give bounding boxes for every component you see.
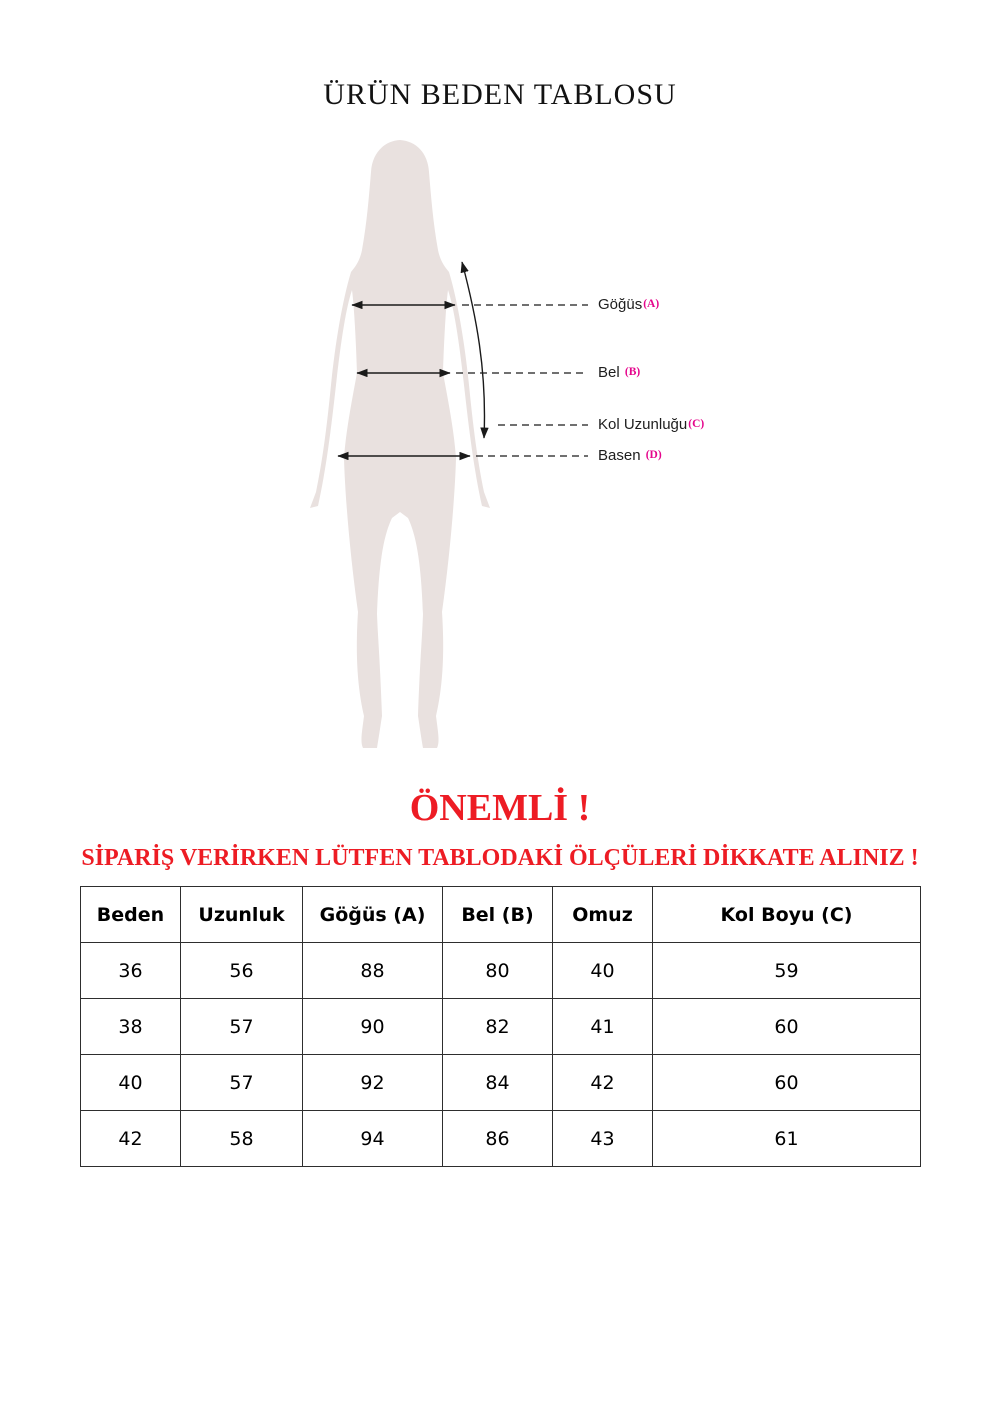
table-cell: 60 bbox=[653, 999, 921, 1055]
table-cell: 80 bbox=[443, 943, 553, 999]
table-cell: 58 bbox=[181, 1111, 303, 1167]
column-header-gogus: Göğüs (A) bbox=[303, 887, 443, 943]
measurement-name: Kol Uzunluğu bbox=[598, 416, 688, 433]
table-row bbox=[81, 1111, 921, 1167]
column-header-beden: Beden bbox=[81, 887, 181, 943]
table-cell: 94 bbox=[303, 1111, 443, 1167]
table-cell: 42 bbox=[81, 1111, 181, 1167]
measurement-label-waist bbox=[598, 364, 640, 381]
measurement-code: (A) bbox=[643, 298, 660, 310]
table-cell: 61 bbox=[653, 1111, 921, 1167]
table-cell: 88 bbox=[303, 943, 443, 999]
column-header-kol-boyu: Kol Boyu (C) bbox=[653, 887, 921, 943]
measurement-code: (B) bbox=[624, 366, 641, 378]
measurement-code: (C) bbox=[688, 418, 705, 430]
measurement-label-arm-length bbox=[598, 416, 704, 433]
arm-length-measure-arrow bbox=[462, 262, 484, 438]
table-cell: 57 bbox=[181, 1055, 303, 1111]
table-cell: 90 bbox=[303, 999, 443, 1055]
table-cell: 57 bbox=[181, 999, 303, 1055]
table-row bbox=[81, 943, 921, 999]
table-cell: 92 bbox=[303, 1055, 443, 1111]
table-cell: 36 bbox=[81, 943, 181, 999]
table-cell: 42 bbox=[553, 1055, 653, 1111]
table-cell: 86 bbox=[443, 1111, 553, 1167]
size-table bbox=[80, 886, 921, 1167]
measurement-code: (D) bbox=[645, 449, 662, 461]
column-header-omuz: Omuz bbox=[553, 887, 653, 943]
measurement-label-chest bbox=[598, 296, 659, 313]
measurement-name: Basen bbox=[598, 447, 641, 464]
body-silhouette-figure bbox=[310, 140, 490, 748]
measurement-name: Bel bbox=[598, 364, 620, 381]
table-header-row bbox=[81, 887, 921, 943]
table-row bbox=[81, 999, 921, 1055]
measurement-label-hip bbox=[598, 447, 662, 464]
important-subheading: SİPARİŞ VERİRKEN LÜTFEN TABLODAKİ ÖLÇÜLERİ DİKKATE ALINIZ ! bbox=[81, 845, 919, 871]
table-cell: 40 bbox=[553, 943, 653, 999]
important-heading: ÖNEMLİ ! bbox=[409, 787, 591, 829]
page-title: ÜRÜN BEDEN TABLOSU bbox=[323, 78, 677, 111]
table-cell: 59 bbox=[653, 943, 921, 999]
table-cell: 60 bbox=[653, 1055, 921, 1111]
measurement-name: Göğüs bbox=[598, 296, 643, 313]
table-cell: 84 bbox=[443, 1055, 553, 1111]
table-cell: 56 bbox=[181, 943, 303, 999]
table-cell: 40 bbox=[81, 1055, 181, 1111]
table-cell: 38 bbox=[81, 999, 181, 1055]
table-cell: 82 bbox=[443, 999, 553, 1055]
table-cell: 41 bbox=[553, 999, 653, 1055]
column-header-uzunluk: Uzunluk bbox=[181, 887, 303, 943]
table-row bbox=[81, 1055, 921, 1111]
table-cell: 43 bbox=[553, 1111, 653, 1167]
column-header-bel: Bel (B) bbox=[443, 887, 553, 943]
